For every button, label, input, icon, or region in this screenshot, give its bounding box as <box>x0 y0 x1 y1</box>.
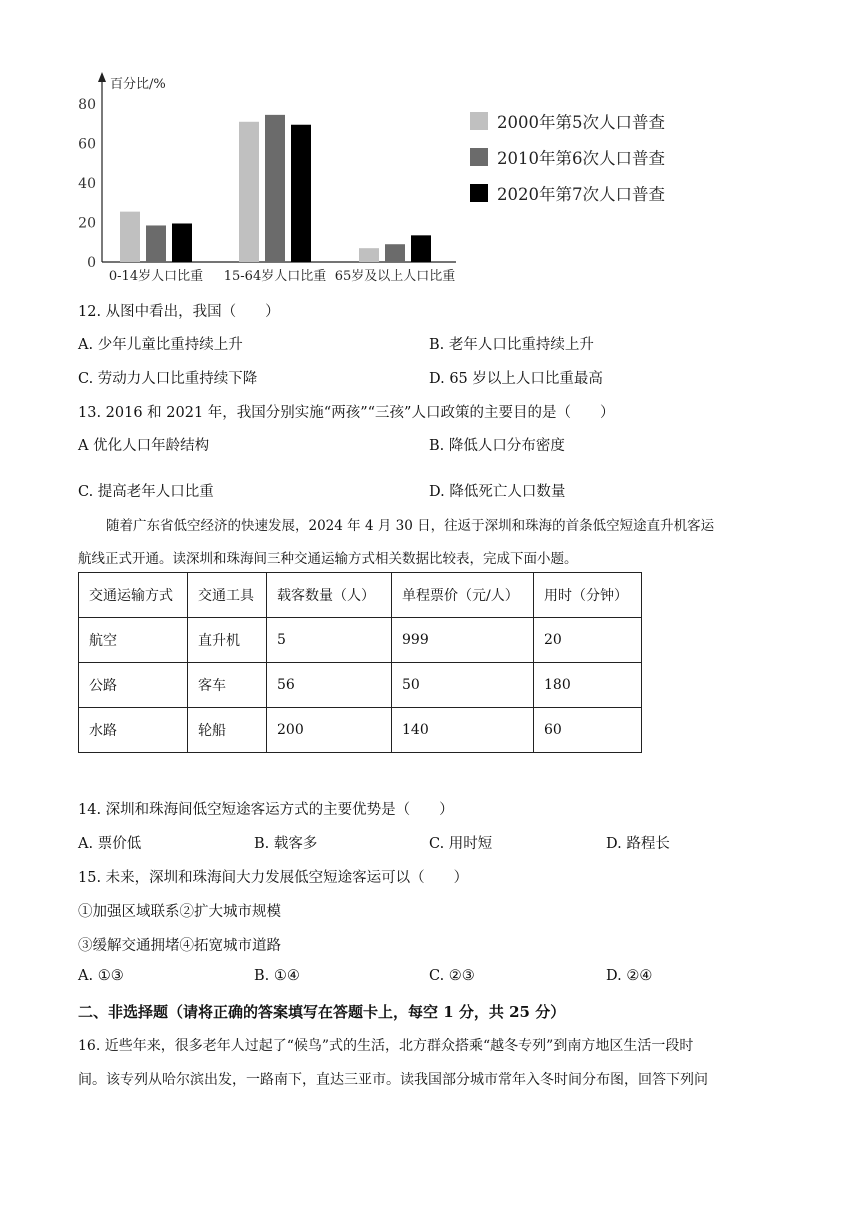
section-2-heading: 二、非选择题（请将正确的答案填写在答题卡上，每空 1 分，共 25 分） <box>78 1003 566 1021</box>
table-cell: 公路 <box>79 663 188 708</box>
table-header-cell: 交通工具 <box>188 573 267 618</box>
bar <box>265 115 285 262</box>
y-tick-label: 0 <box>87 255 96 271</box>
table-cell: 航空 <box>79 618 188 663</box>
q14-option-b: B. 载客多 <box>254 836 318 852</box>
q15-statements-2: ③缓解交通拥堵④拓宽城市道路 <box>78 938 281 954</box>
q12-option-b: B. 老年人口比重持续上升 <box>429 337 594 353</box>
y-tick-label: 20 <box>78 215 96 232</box>
y-axis-arrow-icon <box>98 72 106 82</box>
y-axis-label: 百分比/% <box>110 77 166 92</box>
transport-comparison-table <box>78 572 642 753</box>
table-cell: 60 <box>534 708 642 753</box>
q12-option-c: C. 劳动力人口比重持续下降 <box>78 371 258 387</box>
table-header-cell: 单程票价（元/人） <box>392 573 534 618</box>
table-cell: 客车 <box>188 663 267 708</box>
bar <box>359 248 379 262</box>
q13-option-d: D. 降低死亡人口数量 <box>429 484 566 500</box>
legend-swatch <box>470 148 488 166</box>
table-cell: 5 <box>267 618 392 663</box>
table-cell: 200 <box>267 708 392 753</box>
category-label: 65岁及以上人口比重 <box>334 269 456 284</box>
bar <box>146 225 166 262</box>
legend-swatch <box>470 184 488 202</box>
q15-statements-1: ①加强区域联系②扩大城市规模 <box>78 904 281 920</box>
table-cell: 水路 <box>79 708 188 753</box>
legend-swatch <box>470 112 488 130</box>
table-cell: 140 <box>392 708 534 753</box>
q13-stem: 13. 2016 和 2021 年，我国分别实施“两孩”“三孩”人口政策的主要目的是（ ） <box>78 405 615 421</box>
q14-stem: 14. 深圳和珠海间低空短途客运方式的主要优势是（ ） <box>78 802 454 818</box>
table-row <box>79 618 642 663</box>
y-tick-label: 40 <box>78 176 96 192</box>
q15-option-a: A. ①③ <box>78 968 124 984</box>
q12-stem: 12. 从图中看出，我国（ ） <box>78 304 280 320</box>
table-cell: 56 <box>267 663 392 708</box>
passage-line-1: 随着广东省低空经济的快速发展，2024 年 4 月 30 日，往返于深圳和珠海的首条低空短途直升机客运 <box>106 518 715 534</box>
legend-label: 2000年第5次人口普查 <box>497 113 665 132</box>
q12-option-a: A. 少年儿童比重持续上升 <box>78 337 243 353</box>
table-row <box>79 708 642 753</box>
category-label: 0-14岁人口比重 <box>108 269 204 284</box>
q14-option-d: D. 路程长 <box>606 836 670 852</box>
q13-option-c: C. 提高老年人口比重 <box>78 484 214 500</box>
passage-line-2: 航线正式开通。读深圳和珠海间三种交通运输方式相关数据比较表，完成下面小题。 <box>78 551 578 567</box>
table-cell: 50 <box>392 663 534 708</box>
legend-label: 2020年第7次人口普查 <box>497 185 665 204</box>
q15-option-b: B. ①④ <box>254 968 300 984</box>
table-cell: 直升机 <box>188 618 267 663</box>
bar <box>120 212 140 262</box>
bar <box>385 244 405 262</box>
q13-option-a: A 优化人口年龄结构 <box>78 438 210 454</box>
table-header-cell: 交通运输方式 <box>79 573 188 618</box>
y-tick-label: 80 <box>78 97 96 113</box>
table-cell: 180 <box>534 663 642 708</box>
q15-option-c: C. ②③ <box>429 968 475 984</box>
q15-option-d: D. ②④ <box>606 968 653 984</box>
q15-stem: 15. 未来，深圳和珠海间大力发展低空短途客运可以（ ） <box>78 870 469 886</box>
table-header-cell: 载客数量（人） <box>267 573 392 618</box>
q12-option-d: D. 65 岁以上人口比重最高 <box>429 371 603 387</box>
bar <box>291 125 311 262</box>
q16-line-2: 间。该专列从哈尔滨出发，一路南下，直达三亚市。读我国部分城市常年入冬时间分布图，回答下列问 <box>78 1072 708 1088</box>
bar <box>172 223 192 262</box>
bar <box>411 235 431 262</box>
population-bar-chart <box>70 64 690 289</box>
legend-label: 2010年第6次人口普查 <box>497 149 665 168</box>
table-cell: 20 <box>534 618 642 663</box>
table-header-row <box>79 573 642 618</box>
table-cell: 轮船 <box>188 708 267 753</box>
q14-option-a: A. 票价低 <box>78 836 142 852</box>
category-label: 15-64岁人口比重 <box>223 269 327 284</box>
q14-option-c: C. 用时短 <box>429 836 493 852</box>
bar <box>239 122 259 262</box>
table-row <box>79 663 642 708</box>
y-tick-label: 60 <box>78 136 96 153</box>
q13-option-b: B. 降低人口分布密度 <box>429 438 565 454</box>
q16-line-1: 16. 近些年来，很多老年人过起了“候鸟”式的生活，北方群众搭乘“越冬专列”到南方地区生活一段时 <box>78 1038 694 1054</box>
table-cell: 999 <box>392 618 534 663</box>
table-header-cell: 用时（分钟） <box>534 573 642 618</box>
